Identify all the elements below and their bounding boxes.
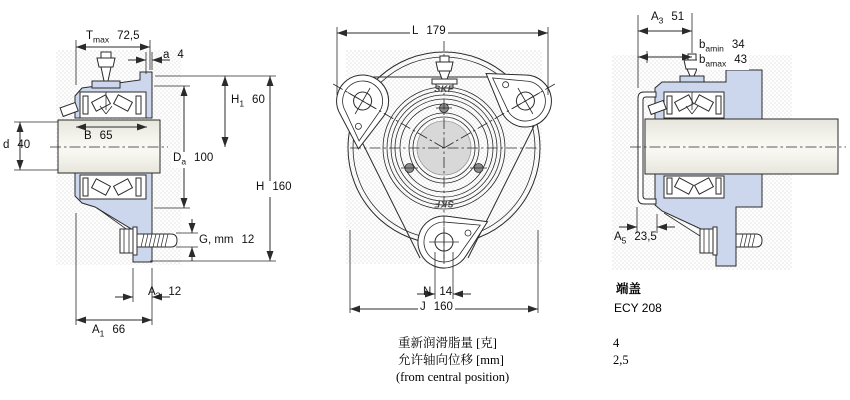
- axial-displacement-note: (from central position): [396, 370, 510, 384]
- dim-label-l: L 179: [410, 25, 448, 41]
- dim-label-h1: $H_1$ 60: [231, 94, 265, 109]
- relubrication-value: 4: [613, 336, 620, 350]
- axial-displacement-label: 允许轴向位移 [mm]: [398, 353, 504, 367]
- dim-label-h: H 160: [254, 181, 294, 197]
- bearing-internals-bottom: [80, 175, 146, 199]
- dim-label-da: $D_a$ 100: [173, 152, 214, 167]
- dim-label-a5: $A_5$ 23,5: [614, 231, 657, 246]
- bearing-internals: [80, 92, 146, 118]
- dim-label-a: a 4: [163, 49, 184, 61]
- end-cover-designation: ECY 208: [614, 301, 662, 315]
- dim-label-g: G, mm 12: [199, 234, 255, 246]
- left-view: [14, 40, 276, 325]
- shaft: [645, 119, 838, 174]
- dim-label-tmax: $T_{max}$ 72,5: [86, 30, 140, 45]
- dim-label-d: d 40: [3, 139, 31, 151]
- dim-label-a3: $A_3$ 51: [651, 11, 685, 26]
- dim-label-bamax: $b_{amax}$ 43: [699, 54, 747, 69]
- skf-logo: SKF: [434, 84, 454, 94]
- dim-label-n: N 14: [423, 286, 453, 298]
- dim-label-a1: $A_1$ 66: [92, 324, 126, 339]
- skf-logo-bottom: SKF: [434, 199, 454, 209]
- axial-displacement-value: 2,5: [613, 353, 629, 367]
- dim-label-j: J 160: [418, 301, 455, 317]
- dim-label-bamin: $b_{amin}$ 34: [699, 39, 745, 54]
- end-cover-label: 端盖: [616, 282, 642, 296]
- dim-label-a2: $A_2$ 12: [148, 286, 182, 301]
- shaft-section: [58, 120, 160, 173]
- dim-label-b: B 65: [84, 130, 113, 142]
- relubrication-label: 重新润滑脂量 [克]: [398, 336, 497, 350]
